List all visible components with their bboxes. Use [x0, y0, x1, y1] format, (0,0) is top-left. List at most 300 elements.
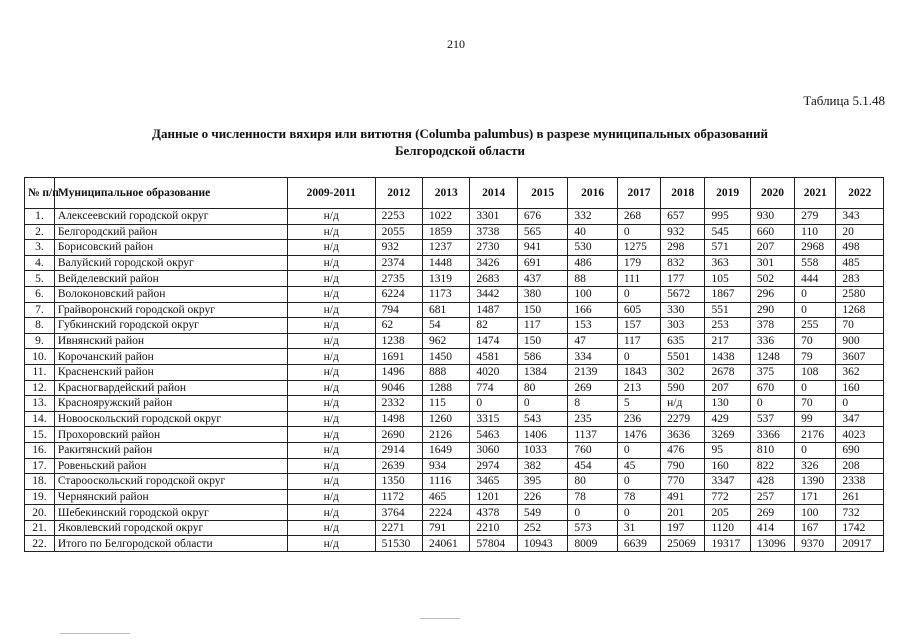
municipality-cell: Красногвардейский район: [54, 380, 287, 396]
value-cell: 0: [568, 505, 617, 521]
value-cell: 635: [661, 333, 705, 349]
table-row: [25, 520, 884, 536]
value-cell: 1319: [423, 271, 470, 287]
row-number-cell: 4.: [25, 255, 55, 271]
value-cell: 2279: [661, 411, 705, 427]
value-cell: 10943: [517, 536, 568, 552]
value-cell: 363: [705, 255, 750, 271]
municipality-cell: Губкинский городской округ: [54, 318, 287, 334]
value-cell: 13096: [750, 536, 794, 552]
municipality-cell: Волоконовский район: [54, 286, 287, 302]
value-cell: 558: [795, 255, 836, 271]
value-cell: 88: [568, 271, 617, 287]
table-row: [25, 271, 884, 287]
value-cell: 207: [705, 380, 750, 396]
municipality-cell: Ровеньский район: [54, 458, 287, 474]
value-cell: 1496: [375, 364, 422, 380]
value-cell: 0: [617, 224, 660, 240]
value-cell: 296: [750, 286, 794, 302]
value-cell: 0: [517, 396, 568, 412]
value-cell: 1649: [423, 442, 470, 458]
value-cell: 4378: [470, 505, 517, 521]
value-cell: 3607: [836, 349, 884, 365]
table-row: [25, 209, 884, 225]
value-cell: 8009: [568, 536, 617, 552]
value-cell: 382: [517, 458, 568, 474]
value-cell: 179: [617, 255, 660, 271]
value-cell: 3347: [705, 474, 750, 490]
value-cell: 832: [661, 255, 705, 271]
value-cell: 290: [750, 302, 794, 318]
value-cell: 334: [568, 349, 617, 365]
value-cell: 932: [375, 240, 422, 256]
title-line-2: Белгородской области: [394, 143, 526, 158]
value-cell: 1384: [517, 364, 568, 380]
municipality-cell: Старооскольский городской округ: [54, 474, 287, 490]
value-cell: 551: [705, 302, 750, 318]
row-number-cell: 21.: [25, 520, 55, 536]
municipality-cell: Чернянский район: [54, 489, 287, 505]
value-cell: 79: [795, 349, 836, 365]
value-cell: 0: [750, 396, 794, 412]
value-cell: 1859: [423, 224, 470, 240]
value-cell: н/д: [287, 240, 375, 256]
value-cell: 362: [836, 364, 884, 380]
header-cell: 2019: [705, 178, 750, 209]
value-cell: 2968: [795, 240, 836, 256]
value-cell: н/д: [287, 302, 375, 318]
value-cell: 380: [517, 286, 568, 302]
table-row: [25, 364, 884, 380]
table-row: [25, 427, 884, 443]
value-cell: 571: [705, 240, 750, 256]
table-header-row: [25, 178, 884, 209]
value-cell: 45: [617, 458, 660, 474]
value-cell: 1275: [617, 240, 660, 256]
value-cell: 226: [517, 489, 568, 505]
value-cell: 5501: [661, 349, 705, 365]
header-cell: № п/п: [25, 178, 55, 209]
value-cell: 790: [661, 458, 705, 474]
value-cell: н/д: [287, 458, 375, 474]
value-cell: 2735: [375, 271, 422, 287]
value-cell: 51530: [375, 536, 422, 552]
value-cell: н/д: [287, 442, 375, 458]
value-cell: 2639: [375, 458, 422, 474]
row-number-cell: 2.: [25, 224, 55, 240]
value-cell: 24061: [423, 536, 470, 552]
value-cell: 573: [568, 520, 617, 536]
value-cell: 378: [750, 318, 794, 334]
row-number-cell: 5.: [25, 271, 55, 287]
value-cell: 0: [617, 349, 660, 365]
table-row: [25, 318, 884, 334]
value-cell: 502: [750, 271, 794, 287]
value-cell: 537: [750, 411, 794, 427]
value-cell: 465: [423, 489, 470, 505]
row-number-cell: 16.: [25, 442, 55, 458]
value-cell: 1237: [423, 240, 470, 256]
row-number-cell: 14.: [25, 411, 55, 427]
value-cell: 70: [795, 396, 836, 412]
value-cell: 681: [423, 302, 470, 318]
table-row: [25, 489, 884, 505]
value-cell: н/д: [287, 271, 375, 287]
value-cell: 1033: [517, 442, 568, 458]
value-cell: 3301: [470, 209, 517, 225]
value-cell: 6639: [617, 536, 660, 552]
value-cell: 1137: [568, 427, 617, 443]
municipality-cell: Ивнянский район: [54, 333, 287, 349]
header-cell: 2021: [795, 178, 836, 209]
value-cell: 150: [517, 302, 568, 318]
value-cell: 0: [617, 505, 660, 521]
value-cell: 117: [517, 318, 568, 334]
table-row: [25, 396, 884, 412]
value-cell: 108: [795, 364, 836, 380]
value-cell: 1238: [375, 333, 422, 349]
value-cell: 9370: [795, 536, 836, 552]
value-cell: 298: [661, 240, 705, 256]
value-cell: 255: [795, 318, 836, 334]
value-cell: 19317: [705, 536, 750, 552]
row-number-cell: 19.: [25, 489, 55, 505]
header-cell: Муниципальное образование: [54, 178, 287, 209]
value-cell: 303: [661, 318, 705, 334]
value-cell: 2374: [375, 255, 422, 271]
value-cell: н/д: [661, 396, 705, 412]
value-cell: 78: [617, 489, 660, 505]
value-cell: 1448: [423, 255, 470, 271]
value-cell: 62: [375, 318, 422, 334]
value-cell: 197: [661, 520, 705, 536]
value-cell: 941: [517, 240, 568, 256]
value-cell: 1498: [375, 411, 422, 427]
value-cell: 105: [705, 271, 750, 287]
value-cell: н/д: [287, 380, 375, 396]
value-cell: 545: [705, 224, 750, 240]
value-cell: 279: [795, 209, 836, 225]
value-cell: 1742: [836, 520, 884, 536]
municipality-cell: Шебекинский городской округ: [54, 505, 287, 521]
value-cell: н/д: [287, 520, 375, 536]
row-number-cell: 7.: [25, 302, 55, 318]
row-number-cell: 22.: [25, 536, 55, 552]
value-cell: 347: [836, 411, 884, 427]
value-cell: 2224: [423, 505, 470, 521]
municipality-cell: Красненский район: [54, 364, 287, 380]
value-cell: 235: [568, 411, 617, 427]
value-cell: 1487: [470, 302, 517, 318]
header-cell: 2017: [617, 178, 660, 209]
value-cell: 150: [517, 333, 568, 349]
value-cell: 95: [705, 442, 750, 458]
value-cell: 326: [795, 458, 836, 474]
value-cell: 3060: [470, 442, 517, 458]
value-cell: 80: [568, 474, 617, 490]
table-row: [25, 474, 884, 490]
value-cell: 2332: [375, 396, 422, 412]
value-cell: 171: [795, 489, 836, 505]
municipality-cell: Валуйский городской округ: [54, 255, 287, 271]
value-cell: 429: [705, 411, 750, 427]
value-cell: 810: [750, 442, 794, 458]
row-number-cell: 11.: [25, 364, 55, 380]
value-cell: 676: [517, 209, 568, 225]
value-cell: 900: [836, 333, 884, 349]
value-cell: 336: [750, 333, 794, 349]
value-cell: 115: [423, 396, 470, 412]
value-cell: 6224: [375, 286, 422, 302]
value-cell: 110: [795, 224, 836, 240]
value-cell: 2730: [470, 240, 517, 256]
value-cell: 732: [836, 505, 884, 521]
value-cell: 0: [795, 302, 836, 318]
row-number-cell: 12.: [25, 380, 55, 396]
table-row: [25, 536, 884, 552]
value-cell: 2055: [375, 224, 422, 240]
row-number-cell: 8.: [25, 318, 55, 334]
value-cell: 80: [517, 380, 568, 396]
value-cell: 690: [836, 442, 884, 458]
row-number-cell: 1.: [25, 209, 55, 225]
municipality-cell: Яковлевский городской округ: [54, 520, 287, 536]
value-cell: 791: [423, 520, 470, 536]
value-cell: 201: [661, 505, 705, 521]
value-cell: 100: [795, 505, 836, 521]
value-cell: 9046: [375, 380, 422, 396]
value-cell: 1406: [517, 427, 568, 443]
value-cell: 0: [795, 442, 836, 458]
value-cell: 1843: [617, 364, 660, 380]
value-cell: 130: [705, 396, 750, 412]
value-cell: 213: [617, 380, 660, 396]
value-cell: 1288: [423, 380, 470, 396]
value-cell: н/д: [287, 224, 375, 240]
value-cell: н/д: [287, 318, 375, 334]
header-cell: 2016: [568, 178, 617, 209]
value-cell: 2683: [470, 271, 517, 287]
municipality-cell: Краснояружский район: [54, 396, 287, 412]
row-number-cell: 6.: [25, 286, 55, 302]
header-cell: 2014: [470, 178, 517, 209]
value-cell: 236: [617, 411, 660, 427]
value-cell: 1120: [705, 520, 750, 536]
value-cell: 3426: [470, 255, 517, 271]
value-cell: н/д: [287, 489, 375, 505]
table-row: [25, 224, 884, 240]
value-cell: 0: [617, 474, 660, 490]
value-cell: 774: [470, 380, 517, 396]
value-cell: 395: [517, 474, 568, 490]
value-cell: 2210: [470, 520, 517, 536]
value-cell: 3269: [705, 427, 750, 443]
page-number: 210: [447, 37, 465, 51]
value-cell: н/д: [287, 505, 375, 521]
value-cell: н/д: [287, 255, 375, 271]
value-cell: 0: [795, 286, 836, 302]
value-cell: 208: [836, 458, 884, 474]
value-cell: 454: [568, 458, 617, 474]
value-cell: 2678: [705, 364, 750, 380]
row-number-cell: 9.: [25, 333, 55, 349]
value-cell: 160: [836, 380, 884, 396]
value-cell: 1248: [750, 349, 794, 365]
scan-mark: [420, 618, 460, 619]
value-cell: 3764: [375, 505, 422, 521]
value-cell: 962: [423, 333, 470, 349]
row-number-cell: 17.: [25, 458, 55, 474]
header-cell: 2015: [517, 178, 568, 209]
table-reference: Таблица 5.1.48: [803, 93, 885, 108]
table-row: [25, 458, 884, 474]
value-cell: 2974: [470, 458, 517, 474]
value-cell: 586: [517, 349, 568, 365]
value-cell: 590: [661, 380, 705, 396]
data-table: [24, 177, 884, 552]
value-cell: 1476: [617, 427, 660, 443]
municipality-cell: Корочанский район: [54, 349, 287, 365]
value-cell: 760: [568, 442, 617, 458]
municipality-cell: Итого по Белгородской области: [54, 536, 287, 552]
table-row: [25, 442, 884, 458]
value-cell: 0: [836, 396, 884, 412]
value-cell: 1450: [423, 349, 470, 365]
value-cell: 1116: [423, 474, 470, 490]
value-cell: н/д: [287, 411, 375, 427]
value-cell: н/д: [287, 286, 375, 302]
value-cell: 78: [568, 489, 617, 505]
table-row: [25, 240, 884, 256]
document-title: [60, 125, 860, 159]
value-cell: 252: [517, 520, 568, 536]
value-cell: 31: [617, 520, 660, 536]
value-cell: 0: [617, 286, 660, 302]
value-cell: 40: [568, 224, 617, 240]
value-cell: 70: [795, 333, 836, 349]
value-cell: 932: [661, 224, 705, 240]
value-cell: 269: [568, 380, 617, 396]
value-cell: 2176: [795, 427, 836, 443]
value-cell: н/д: [287, 364, 375, 380]
value-cell: 1474: [470, 333, 517, 349]
value-cell: 166: [568, 302, 617, 318]
table-row: [25, 302, 884, 318]
value-cell: 772: [705, 489, 750, 505]
value-cell: 5: [617, 396, 660, 412]
table-row: [25, 505, 884, 521]
row-number-cell: 18.: [25, 474, 55, 490]
value-cell: 2126: [423, 427, 470, 443]
value-cell: 1867: [705, 286, 750, 302]
value-cell: 1260: [423, 411, 470, 427]
value-cell: 57804: [470, 536, 517, 552]
value-cell: 207: [750, 240, 794, 256]
value-cell: 565: [517, 224, 568, 240]
value-cell: 2690: [375, 427, 422, 443]
value-cell: н/д: [287, 349, 375, 365]
value-cell: 437: [517, 271, 568, 287]
value-cell: 660: [750, 224, 794, 240]
table-row: [25, 255, 884, 271]
row-number-cell: 3.: [25, 240, 55, 256]
value-cell: 302: [661, 364, 705, 380]
value-cell: 605: [617, 302, 660, 318]
value-cell: 100: [568, 286, 617, 302]
value-cell: 25069: [661, 536, 705, 552]
value-cell: 1268: [836, 302, 884, 318]
value-cell: 3315: [470, 411, 517, 427]
value-cell: 498: [836, 240, 884, 256]
value-cell: 691: [517, 255, 568, 271]
table-row: [25, 411, 884, 427]
scan-mark: [60, 633, 130, 634]
value-cell: 54: [423, 318, 470, 334]
value-cell: 3442: [470, 286, 517, 302]
value-cell: 217: [705, 333, 750, 349]
table-row: [25, 380, 884, 396]
value-cell: 476: [661, 442, 705, 458]
row-number-cell: 20.: [25, 505, 55, 521]
value-cell: 47: [568, 333, 617, 349]
value-cell: 4581: [470, 349, 517, 365]
value-cell: 0: [470, 396, 517, 412]
value-cell: 3636: [661, 427, 705, 443]
row-number-cell: 15.: [25, 427, 55, 443]
value-cell: 332: [568, 209, 617, 225]
row-number-cell: 13.: [25, 396, 55, 412]
value-cell: 20917: [836, 536, 884, 552]
value-cell: н/д: [287, 427, 375, 443]
value-cell: н/д: [287, 396, 375, 412]
value-cell: 0: [795, 380, 836, 396]
value-cell: 414: [750, 520, 794, 536]
value-cell: 549: [517, 505, 568, 521]
value-cell: 99: [795, 411, 836, 427]
value-cell: 1022: [423, 209, 470, 225]
value-cell: 167: [795, 520, 836, 536]
value-cell: н/д: [287, 209, 375, 225]
value-cell: н/д: [287, 333, 375, 349]
value-cell: 1172: [375, 489, 422, 505]
value-cell: н/д: [287, 536, 375, 552]
value-cell: 269: [750, 505, 794, 521]
value-cell: 995: [705, 209, 750, 225]
value-cell: 1390: [795, 474, 836, 490]
header-cell: 2018: [661, 178, 705, 209]
value-cell: 5672: [661, 286, 705, 302]
municipality-cell: Прохоровский район: [54, 427, 287, 443]
value-cell: 2139: [568, 364, 617, 380]
value-cell: 257: [750, 489, 794, 505]
header-cell: 2009-2011: [287, 178, 375, 209]
municipality-cell: Ракитянский район: [54, 442, 287, 458]
value-cell: 157: [617, 318, 660, 334]
value-cell: 1201: [470, 489, 517, 505]
value-cell: 670: [750, 380, 794, 396]
value-cell: 5463: [470, 427, 517, 443]
value-cell: 491: [661, 489, 705, 505]
value-cell: 177: [661, 271, 705, 287]
value-cell: 343: [836, 209, 884, 225]
value-cell: 253: [705, 318, 750, 334]
value-cell: 1173: [423, 286, 470, 302]
header-cell: 2012: [375, 178, 422, 209]
value-cell: 1350: [375, 474, 422, 490]
value-cell: 111: [617, 271, 660, 287]
table-row: [25, 349, 884, 365]
value-cell: 375: [750, 364, 794, 380]
